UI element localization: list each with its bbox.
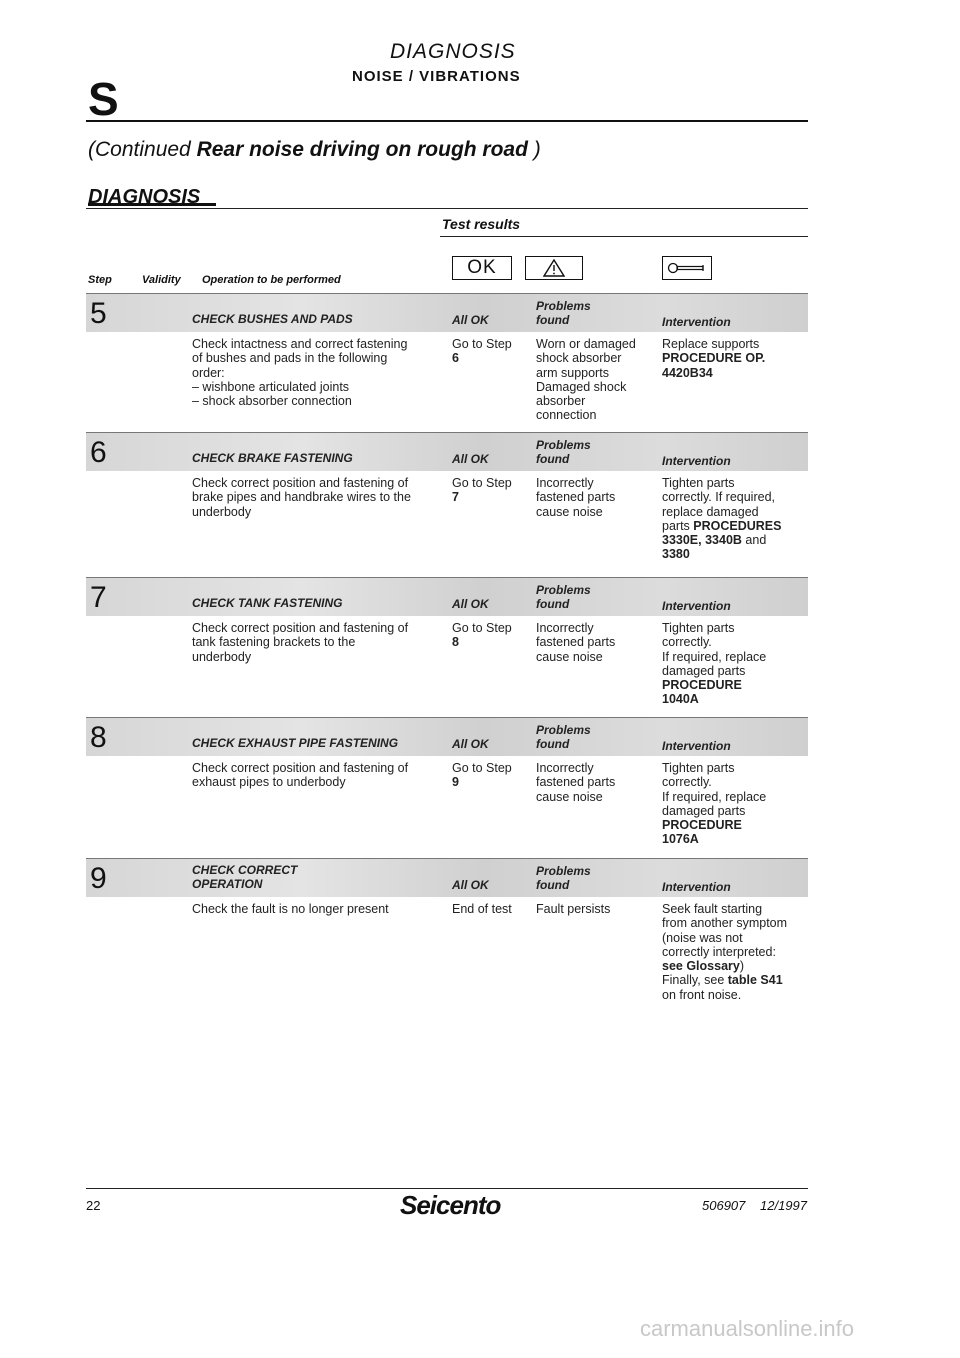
- ok-result-step: 7: [452, 490, 459, 505]
- step-title: [192, 736, 398, 750]
- ok-result: [452, 621, 532, 650]
- intervention-line: Replace supports: [662, 337, 760, 351]
- intervention-line: 3330E, 3340B and: [662, 533, 767, 548]
- continued-heading: [88, 138, 541, 162]
- intervention-bold: PROCEDURE: [662, 678, 742, 693]
- intervention-bold: see Glossary: [662, 959, 740, 974]
- problems-found-line: Problems: [536, 723, 591, 737]
- continued-bold: Rear noise driving on rough road: [196, 138, 528, 161]
- problem-line: fastened parts: [536, 775, 616, 790]
- operation-line: of bushes and pads in the following: [192, 351, 388, 366]
- intervention-line: damaged parts: [662, 663, 746, 678]
- operation-line: brake pipes and handbrake wires to the: [192, 490, 411, 505]
- intervention-bold: PROCEDURE: [662, 818, 742, 833]
- intervention-bold: 4420B34: [662, 365, 713, 380]
- step-title-line: CHECK BUSHES AND PADS: [192, 312, 353, 326]
- intervention-line: correctly.: [662, 775, 712, 790]
- step-title-line: CHECK BRAKE FASTENING: [192, 451, 353, 465]
- intervention-line: (noise was not: [662, 930, 743, 945]
- intervention-line: parts PROCEDURES: [662, 518, 782, 533]
- problems-found-line: found: [536, 597, 570, 611]
- problem-line: Worn or damaged: [536, 337, 636, 351]
- section-title: DIAGNOSIS: [88, 186, 201, 208]
- ok-result: [452, 476, 532, 505]
- step-title-line: CHECK CORRECT: [192, 863, 298, 877]
- all-ok-label: All OK: [452, 737, 489, 751]
- problem-text: [536, 476, 660, 519]
- section-underline: [88, 203, 216, 206]
- operation-text: [192, 902, 442, 916]
- problem-text: [536, 902, 660, 916]
- problem-text: [536, 621, 660, 664]
- ok-result-step: 9: [452, 775, 459, 790]
- ok-result-text: Go to Step: [452, 761, 512, 775]
- intervention-bold: table S41: [727, 973, 783, 988]
- problems-found-line: Problems: [536, 438, 591, 452]
- intervention-label: Intervention: [662, 739, 731, 753]
- operation-text: [192, 476, 442, 519]
- intervention-line: [662, 818, 812, 832]
- page-number: 22: [86, 1198, 101, 1213]
- intervention-label: Intervention: [662, 599, 731, 613]
- intervention-bold: 1076A: [662, 832, 699, 847]
- col-step: Step: [88, 274, 112, 286]
- warning-triangle-icon: [525, 256, 583, 280]
- problem-line: cause noise: [536, 649, 603, 664]
- problem-line: Incorrectly: [536, 761, 594, 775]
- intervention-bold: PROCEDURES: [693, 518, 782, 533]
- intervention-text: [662, 621, 812, 707]
- ok-result-step: 8: [452, 635, 459, 650]
- problems-found-line: Problems: [536, 299, 591, 313]
- problems-found-line: Problems: [536, 864, 591, 878]
- intervention-line: [662, 832, 812, 846]
- operation-line: – wishbone articulated joints: [192, 379, 350, 394]
- watermark: carmanualsonline.info: [640, 1316, 855, 1341]
- intervention-line: [662, 692, 812, 706]
- header-subsection-title: NOISE / VIBRATIONS: [352, 68, 521, 85]
- problems-found-label: [536, 583, 591, 611]
- col-validity: Validity: [142, 274, 181, 286]
- problem-line: cause noise: [536, 789, 603, 804]
- step-title-line: CHECK EXHAUST PIPE FASTENING: [192, 736, 399, 750]
- header-section-title: DIAGNOSIS: [390, 40, 516, 63]
- problems-found-line: found: [536, 878, 570, 892]
- all-ok-label: All OK: [452, 452, 489, 466]
- intervention-label: Intervention: [662, 454, 731, 468]
- operation-line: – shock absorber connection: [192, 394, 352, 409]
- step-number: 8: [90, 721, 107, 754]
- intervention-bold: PROCEDURE OP.: [662, 351, 766, 366]
- ok-result-text: Go to Step: [452, 476, 512, 490]
- intervention-text: [662, 337, 812, 380]
- intervention-text: [662, 476, 812, 562]
- intervention-line: correctly.: [662, 635, 712, 650]
- wrench-icon: [662, 256, 712, 280]
- intervention-bold: 3380: [662, 547, 690, 562]
- problem-line: connection: [536, 408, 597, 423]
- intervention-line: from another symptom: [662, 916, 788, 931]
- operation-line: Check correct position and fastening of: [192, 761, 409, 775]
- problems-found-label: [536, 864, 591, 892]
- intervention-text: [662, 902, 812, 1002]
- intervention-line: [662, 351, 812, 365]
- problems-found-line: found: [536, 737, 570, 751]
- operation-text: [192, 761, 442, 790]
- intervention-line: If required, replace: [662, 789, 767, 804]
- intervention-line: replace damaged: [662, 504, 759, 519]
- ok-result: [452, 902, 532, 916]
- ok-icon: [452, 256, 512, 280]
- problem-line: arm supports: [536, 365, 609, 380]
- problems-found-line: Problems: [536, 583, 591, 597]
- problem-line: Damaged shock: [536, 379, 627, 394]
- intervention-line: [662, 366, 812, 380]
- continued-suffix: ): [527, 138, 541, 161]
- problems-found-label: [536, 438, 591, 466]
- operation-text: [192, 337, 442, 408]
- intervention-bold: 1040A: [662, 692, 699, 707]
- problem-line: fastened parts: [536, 490, 616, 505]
- ok-icon-label: OK: [467, 257, 497, 278]
- operation-line: underbody: [192, 649, 252, 664]
- intervention-line: [662, 678, 812, 692]
- brand-logo: Seicento: [400, 1190, 501, 1220]
- all-ok-label: All OK: [452, 597, 489, 611]
- intervention-line: Tighten parts: [662, 476, 735, 490]
- intervention-label: Intervention: [662, 315, 731, 329]
- ok-result-text: End of test: [452, 902, 512, 916]
- problem-line: shock absorber: [536, 351, 622, 366]
- ok-result-text: Go to Step: [452, 337, 512, 351]
- intervention-line: Seek fault starting: [662, 902, 763, 916]
- operation-line: exhaust pipes to underbody: [192, 775, 346, 790]
- intervention-line: Tighten parts: [662, 621, 735, 635]
- intervention-line: Finally, see table S41: [662, 973, 783, 988]
- step-title: [192, 596, 342, 610]
- document-code: 506907: [702, 1198, 746, 1213]
- intervention-line: see Glossary): [662, 959, 745, 974]
- header-rule: [86, 120, 808, 122]
- all-ok-label: All OK: [452, 313, 489, 327]
- operation-line: Check correct position and fastening of: [192, 476, 409, 490]
- all-ok-label: All OK: [452, 878, 489, 892]
- operation-line: Check intactness and correct fastening: [192, 337, 408, 351]
- continued-prefix: (Continued: [88, 138, 197, 161]
- operation-line: underbody: [192, 504, 252, 519]
- problems-found-label: [536, 723, 591, 751]
- operation-line: Check the fault is no longer present: [192, 902, 389, 916]
- problem-text: [536, 761, 660, 804]
- intervention-line: correctly interpreted:: [662, 944, 776, 959]
- step-number: 6: [90, 436, 107, 469]
- ok-result-step: 6: [452, 351, 459, 366]
- footer-rule: [86, 1188, 808, 1189]
- ok-result-text: Go to Step: [452, 621, 512, 635]
- problems-found-line: found: [536, 313, 570, 327]
- intervention-line: on front noise.: [662, 987, 742, 1002]
- step-title: [192, 451, 353, 465]
- section-rule: [86, 208, 808, 209]
- step-title: [192, 863, 297, 891]
- intervention-line: If required, replace: [662, 649, 767, 664]
- ok-result: [452, 337, 532, 366]
- intervention-line: [662, 547, 812, 561]
- ok-result: [452, 761, 532, 790]
- test-results-rule: [440, 236, 808, 237]
- problem-line: Fault persists: [536, 902, 611, 916]
- operation-line: Check correct position and fastening of: [192, 621, 409, 635]
- operation-line: tank fastening brackets to the: [192, 635, 356, 650]
- col-operation: Operation to be performed: [202, 274, 341, 286]
- intervention-bold: 3330E, 3340B: [662, 533, 742, 548]
- step-number: 7: [90, 581, 107, 614]
- test-results-label: Test results: [442, 216, 521, 232]
- intervention-line: correctly. If required,: [662, 490, 776, 505]
- intervention-label: Intervention: [662, 880, 731, 894]
- problem-text: [536, 337, 660, 423]
- step-title-line: OPERATION: [192, 877, 263, 891]
- intervention-line: damaged parts: [662, 803, 746, 818]
- problem-line: fastened parts: [536, 635, 616, 650]
- problem-line: Incorrectly: [536, 476, 594, 490]
- problem-line: cause noise: [536, 504, 603, 519]
- step-number: 9: [90, 862, 107, 895]
- intervention-line: Tighten parts: [662, 761, 735, 775]
- intervention-text: [662, 761, 812, 847]
- problem-line: Incorrectly: [536, 621, 594, 635]
- step-number: 5: [90, 297, 107, 330]
- problem-line: absorber: [536, 394, 586, 409]
- problems-found-label: [536, 299, 591, 327]
- step-title: [192, 312, 353, 326]
- problems-found-line: found: [536, 452, 570, 466]
- operation-text: [192, 621, 442, 664]
- step-title-line: CHECK TANK FASTENING: [192, 596, 343, 610]
- document-date: 12/1997: [760, 1198, 807, 1213]
- operation-line: order:: [192, 365, 225, 380]
- header-letter: S: [88, 73, 119, 125]
